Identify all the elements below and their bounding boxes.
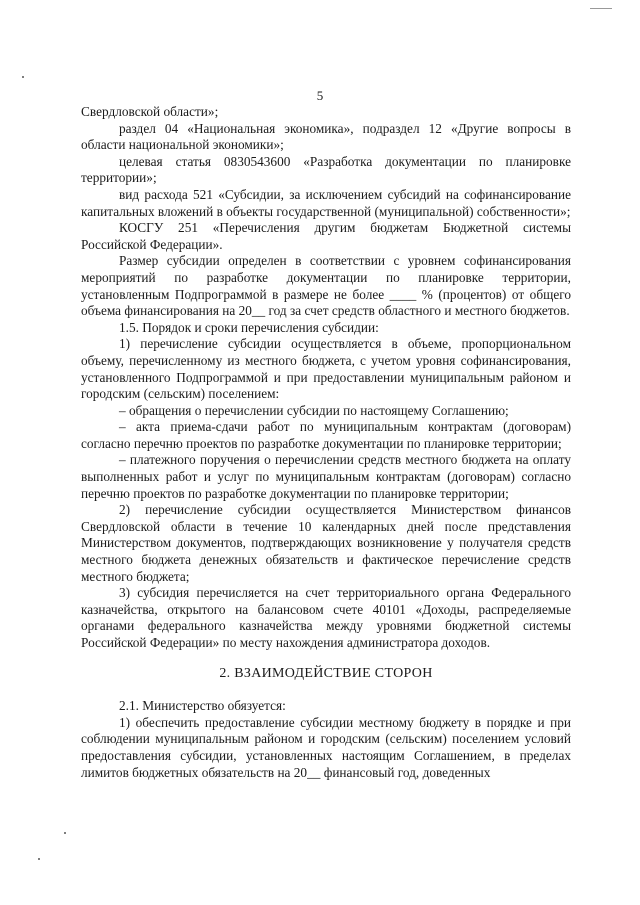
section-2-body xyxy=(81,698,571,781)
document-body xyxy=(81,104,571,781)
scan-speck xyxy=(38,858,40,860)
section-1-continued xyxy=(81,104,571,652)
paragraph: раздел 04 «Национальная экономика», подраздел 12 «Другие вопросы в области национальной экономики»; xyxy=(81,120,571,153)
paragraph: вид расхода 521 «Субсидии, за исключением субсидий на софинансирование капитальных вложений в объекты государственной (муниципальной) собственности»; xyxy=(81,186,571,219)
paragraph: 1) перечисление субсидии осуществляется в объеме, пропорциональном объему, перечисленному из местного бюджета, с учетом уровня софинансирования, установленного Подпрограммой и при предоставлении муниципальным районом и городским (сельским) поселением: xyxy=(81,336,571,402)
paragraph: 1.5. Порядок и сроки перечисления субсидии: xyxy=(119,319,379,335)
paragraph: 2.1. Министерство обязуется: xyxy=(119,698,286,714)
paragraph: 3) субсидия перечисляется на счет территориального органа Федерального казначейства, открытого на балансовом счете 40101 «Доходы, распределяемые органами федерального казначейства между уровнями бюджетной системы Российской Федерации» по месту нахождения администратора доходов. xyxy=(81,585,571,650)
paragraph: целевая статья 0830543600 «Разработка документации по планировке территории»; xyxy=(81,153,571,186)
page-number: 5 xyxy=(316,88,324,103)
paragraph: – платежного поручения о перечислении средств местного бюджета на оплату выполненных работ и услуг по муниципальным контрактам (договорам) согласно перечню проектов по разработке документации по планировке территории; xyxy=(81,452,571,501)
scan-speck xyxy=(590,8,612,9)
paragraph: КОСГУ 251 «Перечисления другим бюджетам Бюджетной системы Российской Федерации». xyxy=(81,220,571,252)
section-heading: 2. ВЗАИМОДЕЙСТВИЕ СТОРОН xyxy=(219,665,433,681)
paragraph: – обращения о перечислении субсидии по настоящему Соглашению; xyxy=(119,402,509,418)
scan-speck xyxy=(22,76,24,78)
paragraph: 2) перечисление субсидии осуществляется Министерством финансов Свердловской области в течение 10 календарных дней после представления Министерством документов, подтверждающих возникновение у получателя средств местного бюджета денежных обязательств и фактическое перечисление средств местного бюджета; xyxy=(81,502,571,584)
paragraph: Размер субсидии определен в соответствии с уровнем софинансирования мероприятий по разработке документации по планировке территории, установленным Подпрограммой в размере не более ____ % (процентов) от общего объема финансирования на 20__ год за счет средств областного и местного бюджетов. xyxy=(81,253,571,319)
paragraph: – акта приема-сдачи работ по муниципальным контрактам (договорам) согласно перечню проектов по разработке документации по планировке территории; xyxy=(81,419,571,451)
paragraph: Свердловской области»; xyxy=(81,104,219,119)
paragraph: 1) обеспечить предоставление субсидии местному бюджету в порядке и при соблюдении муниципальным районом и городским (сельским) поселением условий предоставления субсидии, установленных настоящим Соглашением, в пределах лимитов бюджетных обязательств на 20__ финансовый год, доведенных xyxy=(81,714,571,780)
scan-speck xyxy=(64,832,66,834)
